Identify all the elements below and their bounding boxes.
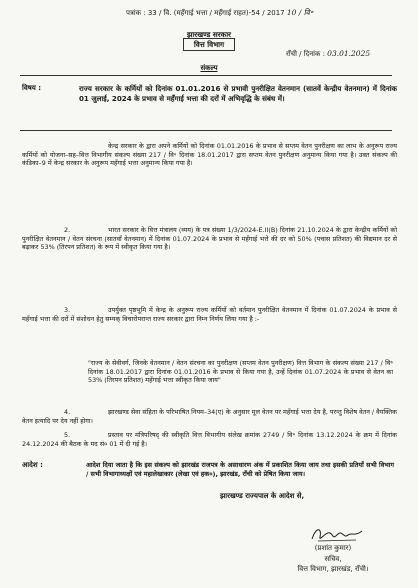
decision-quote: "राज्य के सेवीवर्ग, जिनके वेतनमान / वेतन संरचना का पुनरीक्षण (सप्तम वेतन पुनरीक्षण) वित्त विभाग के संकल्प संख्या 217 / वि॰ दिनांक 18.01.2017 द्वारा दिनांक 01.01.2016 के प्रभाव से किया गया है, उन्हें दिनांक 01.07.2024 के प्रभाव से वेतन का 53% (तिरपन प्रतिशत) महँगाई भत्ता स्वीकृत किया जाय": [88, 359, 393, 385]
subject-divider: [20, 130, 392, 131]
paragraph-4-number: 4.: [64, 408, 71, 416]
subject-text: राज्य सरकार के कर्मियों को दिनांक 01.01.2016 से प्रभावी पुनरीक्षित वेतनमान (सातवें केन्द्रीय वेतनमान) में दिनांक 01 जुलाई, 2024 के प्रभाव से महँगाई भत्ता की दरों में अभिवृद्धि के संबंध में।: [79, 84, 397, 104]
government-name: झारखण्ड सरकार: [187, 30, 231, 39]
date-handwritten: 03.01.2025: [327, 49, 371, 58]
signatory-title: सचिव,: [324, 554, 342, 563]
signatory-department: वित्त विभाग, झारखंड, राँची।: [297, 565, 369, 573]
place-date-label: राँची / दिनांक :: [286, 50, 325, 58]
signature-block: [278, 543, 388, 575]
signatory-name: (प्रशांत कुमार): [314, 544, 352, 552]
department-label: वित्त विभाग: [183, 38, 235, 51]
paragraph-2-text: भारत सरकार के वित्त मंत्रालय (व्यय) के पत्र संख्या 1/3/2024-E.II(B) दिनांक 21.10.2024 के द्वारा केन्द्रीय कर्मियों को पुनरीक्षित वेतनमान / वेतन संरचना (सातवाँ वेतनमान) में दिनांक 01.07.2024 के प्रभाव से महँगाई भत्ते की दर को 50% (पचास प्रतिशत) की विद्यमान दर से बढ़ाकर 53% (तिरपन प्रतिशत) के रूप में स्वीकृत किया गया है।: [22, 226, 397, 252]
paragraph-3-text: उपर्युक्त पृष्ठभूमि में केन्द्र के अनुरूप राज्य कर्मियों को वर्तमान पुनरीक्षित वेतनमान में दिनांक 01.07.2024 के प्रभाव से महँगाई भत्ता की दरों में संशोधन हेतु सम्यक् विचारोपरान्त राज्य सरकार द्वारा निम्न निर्णय लिया गया है :-: [22, 306, 397, 323]
paragraph-4-text: झारखण्ड सेवा संहिता के परिभाषित नियम–34(ए) के अनुसार मूल वेतन पर महँगाई भत्ता देय है, परन्तु विशेष वेतन / वैयक्तिक वेतन इत्यादि पर देय नहीं होगा।: [22, 408, 397, 425]
paragraph-2: [22, 226, 397, 252]
order-label: आदेश :: [22, 461, 43, 469]
resolution-heading: संकल्प: [200, 64, 218, 72]
place-date: [286, 49, 370, 59]
order-text: आदेश दिया जाता है कि इस संकल्प को झारखंड राजपत्र के असाधारण अंक में प्रकाशित किया जाय तथा इसकी प्रतियाँ सभी विभाग / सभी विभागाध्यक्षों एवं महालेखाकार (लेखा एवं हक०), झारखंड, राँची को प्रेषित किया जाय।: [86, 461, 394, 478]
governor-order: झारखण्ड राज्यपाल के आदेश से,: [220, 492, 305, 500]
paragraph-4: [22, 408, 397, 425]
paragraph-5: [22, 431, 397, 448]
paragraph-5-number: 5.: [64, 431, 71, 439]
subject-label: विषय :: [22, 84, 42, 92]
paragraph-2-number: 2.: [64, 226, 71, 234]
paragraph-3-number: 3.: [64, 306, 71, 314]
ref-printed: पत्रांक : 33 / वि. (महँगाई भत्ता / महँगाई राहत)-54 / 2017: [126, 9, 285, 17]
ref-handwritten: 10 / वि॰: [286, 8, 314, 17]
paragraph-5-text: प्रस्ताव पर मंत्रिपरिषद् की स्वीकृति वित्त विभागीय संलेख क्रमांक 2749 / वि॰ दिनांक 13.12.2024 के क्रम में दिनांक 24.12.2024 की बैठक के मद सं० 01 में दी गई है।: [22, 431, 397, 448]
paragraph-1: केन्द्र सरकार के द्वारा अपने कर्मियों को दिनांक 01.01.2016 के प्रभाव से सप्तम वेतन पुनरीक्षण का लाभ के अनुरूप राज्य कर्मियों को योजना–सह–वित्त विभागीय संकल्प संख्या 217 / वि॰ दिनांक 18.01.2017 द्वारा सप्तम वेतन पुनरीक्षण अनुमान्य किया गया है। उक्त संकल्प की कंडिका–9 में केन्द्र सरकार के अनुरूप महँगाई भत्ता अनुमान्य किया गया है।: [22, 142, 397, 168]
paragraph-3: [22, 306, 397, 323]
top-divider: [20, 75, 392, 76]
reference-number: [126, 8, 313, 18]
